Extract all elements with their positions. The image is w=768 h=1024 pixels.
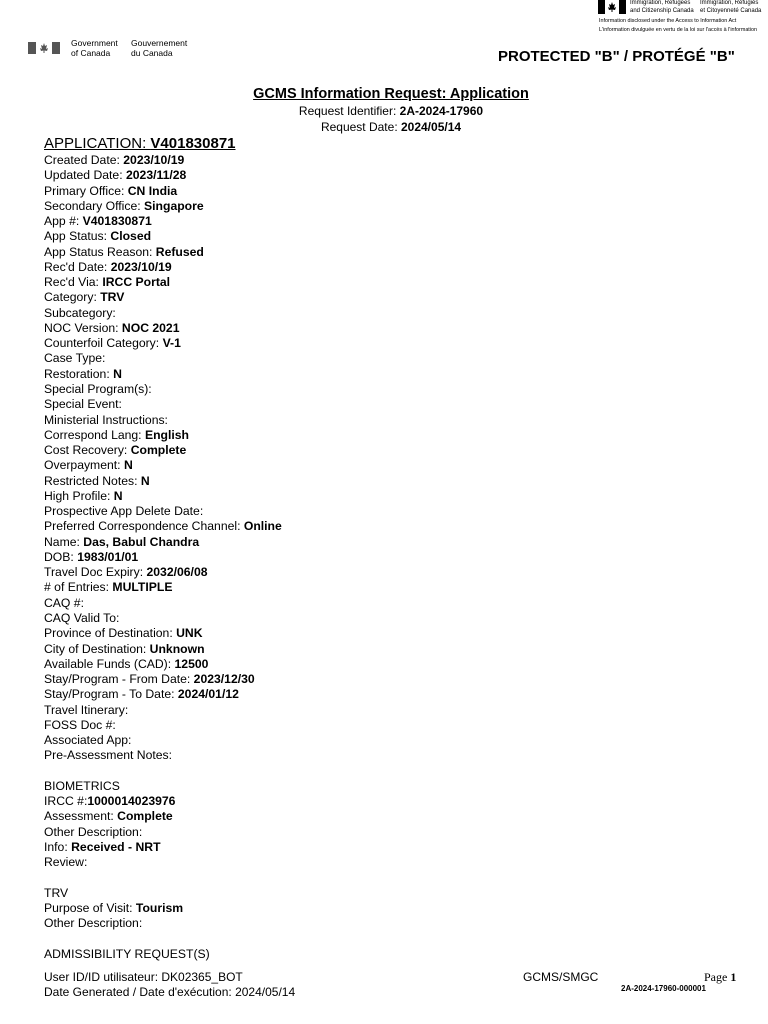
application-field-row xyxy=(44,306,282,321)
field-label: Created Date: xyxy=(44,153,124,167)
field-value: Complete xyxy=(130,443,187,458)
application-fields xyxy=(44,153,282,962)
application-field-row xyxy=(44,321,282,336)
field-value: Singapore xyxy=(144,198,204,213)
field-value: MULTIPLE xyxy=(112,580,173,595)
application-field-row xyxy=(44,626,282,641)
application-field-row xyxy=(44,596,282,611)
field-value: 2032/06/08 xyxy=(146,565,208,580)
field-label: Secondary Office: xyxy=(44,198,145,213)
ircc-name-fr: Immigration, Réfugiés et Citoyenneté Canada xyxy=(700,0,762,14)
field-label: Updated Date: xyxy=(44,168,126,183)
field-label: High Profile: xyxy=(44,488,114,503)
field-value: Tourism xyxy=(135,901,184,916)
application-field-row xyxy=(44,275,282,290)
document-title: GCMS Information Request: Application xyxy=(253,86,529,102)
application-field-row xyxy=(44,519,282,534)
application-heading: APPLICATION: V401830871 xyxy=(44,135,236,152)
field-label: Other Description: xyxy=(44,916,143,931)
goc-wordmark-fr: Gouvernement du Canada xyxy=(131,38,188,58)
biometrics-field-row xyxy=(44,794,282,809)
field-label: Counterfoil Category: xyxy=(44,336,163,351)
application-field-row xyxy=(44,367,282,382)
field-value: NOC 2021 xyxy=(121,320,180,335)
security-classification: PROTECTED "B" / PROTÉGÉ "B" xyxy=(498,48,735,65)
field-label: App Status: xyxy=(44,229,111,244)
field-value: CN India xyxy=(127,183,178,198)
field-value: N xyxy=(113,488,123,503)
footer-user-id: User ID/ID utilisateur: DK02365_BOT xyxy=(44,970,243,984)
section-spacer xyxy=(44,932,282,947)
field-value: UNK xyxy=(176,626,203,641)
application-field-row xyxy=(44,611,282,626)
application-field-row xyxy=(44,229,282,244)
trv-field-row xyxy=(44,901,282,916)
application-field-row xyxy=(44,504,282,519)
footer-date-generated: Date Generated / Date d'exécution: 2024/05/14 xyxy=(44,985,296,999)
application-field-row xyxy=(44,382,282,397)
field-value: 2024/01/12 xyxy=(177,687,239,702)
field-label: DOB: xyxy=(44,549,78,564)
field-value: N xyxy=(140,473,150,488)
field-label: Preferred Correspondence Channel: xyxy=(44,519,244,534)
footer-document-id: 2A-2024-17960-000001 xyxy=(621,984,706,993)
field-label: # of Entries: xyxy=(44,580,113,595)
field-label: CAQ #: xyxy=(44,595,84,610)
trv-heading: TRV xyxy=(44,885,69,900)
field-value: 2023/11/28 xyxy=(125,168,187,183)
field-label: App Status Reason: xyxy=(44,244,156,259)
application-field-row xyxy=(44,672,282,687)
field-label: Rec'd Via: xyxy=(44,275,103,290)
field-label: Other Description: xyxy=(44,824,143,839)
biometrics-heading: BIOMETRICS xyxy=(44,778,120,793)
canada-flag-icon xyxy=(598,0,626,14)
application-field-row xyxy=(44,199,282,214)
field-label: Cost Recovery: xyxy=(44,443,131,458)
field-label: Purpose of Visit: xyxy=(44,901,136,916)
field-label: Info: xyxy=(44,839,72,854)
field-label: IRCC #: xyxy=(44,794,88,809)
field-label: Correspond Lang: xyxy=(44,427,145,442)
field-value: Complete xyxy=(117,809,173,824)
field-label: Subcategory: xyxy=(44,305,116,320)
application-field-row xyxy=(44,443,282,458)
application-field-row xyxy=(44,413,282,428)
field-value: Refused xyxy=(155,244,204,259)
field-value: IRCC Portal xyxy=(102,275,171,290)
application-field-row xyxy=(44,565,282,580)
field-value: N xyxy=(123,458,133,473)
application-field-row xyxy=(44,245,282,260)
field-label: Special Program(s): xyxy=(44,381,152,396)
field-value: 1000014023976 xyxy=(87,794,176,809)
field-label: Stay/Program - To Date: xyxy=(44,687,178,702)
trv-field-row xyxy=(44,916,282,931)
application-field-row xyxy=(44,687,282,702)
field-value: TRV xyxy=(100,290,125,305)
admissibility-heading: ADMISSIBILITY REQUEST(S) xyxy=(44,946,210,961)
field-value: 2023/12/30 xyxy=(193,672,255,687)
application-field-row xyxy=(44,657,282,672)
biometrics-field-row xyxy=(44,855,282,870)
field-label: NOC Version: xyxy=(44,320,122,335)
field-label: Special Event: xyxy=(44,397,122,412)
goc-wordmark-en: Government of Canada xyxy=(71,38,118,58)
field-label: Stay/Program - From Date: xyxy=(44,672,194,687)
field-value: Closed xyxy=(110,229,152,244)
field-label: Pre-Assessment Notes: xyxy=(44,748,173,763)
field-label: Associated App: xyxy=(44,733,132,748)
field-label: CAQ Valid To: xyxy=(44,610,120,625)
field-label: Case Type: xyxy=(44,351,106,366)
field-label: Category: xyxy=(44,290,101,305)
application-field-row xyxy=(44,642,282,657)
application-field-row xyxy=(44,474,282,489)
biometrics-field-row xyxy=(44,825,282,840)
footer-system: GCMS/SMGC xyxy=(523,970,599,984)
ata-disclosure-notice: Information disclosed under the Access to Information Act L'information divulguée en vertu de la loi sur l'accès à l'information xyxy=(599,18,758,33)
field-value: 12500 xyxy=(174,656,209,671)
field-label: Assessment: xyxy=(44,809,118,824)
page-number: Page 1 xyxy=(704,970,737,984)
application-field-row xyxy=(44,428,282,443)
application-field-row xyxy=(44,351,282,366)
field-label: Name: xyxy=(44,534,84,549)
application-field-row xyxy=(44,535,282,550)
field-label: FOSS Doc #: xyxy=(44,717,116,732)
field-value: V401830871 xyxy=(82,214,152,229)
application-field-row xyxy=(44,703,282,718)
field-value: 1983/01/01 xyxy=(77,549,139,564)
field-label: Ministerial Instructions: xyxy=(44,412,168,427)
field-label: Province of Destination: xyxy=(44,626,177,641)
section-spacer xyxy=(44,870,282,885)
field-value: English xyxy=(144,427,189,442)
field-value: 2023/10/19 xyxy=(110,259,172,274)
field-label: App #: xyxy=(44,214,83,229)
field-label: Rec'd Date: xyxy=(44,259,111,274)
application-field-row xyxy=(44,580,282,595)
request-identifier: Request Identifier: 2A-2024-17960 xyxy=(298,104,484,118)
field-label: Review: xyxy=(44,855,88,870)
ircc-name-en: Immigration, Refugees and Citizenship Canada xyxy=(630,0,694,14)
request-date: Request Date: 2024/05/14 xyxy=(320,120,462,134)
field-label: City of Destination: xyxy=(44,641,150,656)
field-label: Available Funds (CAD): xyxy=(44,656,175,671)
application-field-row xyxy=(44,214,282,229)
application-field-row xyxy=(44,748,282,763)
section-spacer xyxy=(44,764,282,779)
field-value: Das, Babul Chandra xyxy=(83,534,200,549)
field-value: V-1 xyxy=(162,336,181,351)
field-value: Online xyxy=(243,519,282,534)
field-label: Prospective App Delete Date: xyxy=(44,504,204,519)
field-label: Primary Office: xyxy=(44,183,128,198)
application-field-row xyxy=(44,550,282,565)
field-label: Travel Itinerary: xyxy=(44,702,129,717)
application-field-row xyxy=(44,168,282,183)
field-label: Overpayment: xyxy=(44,458,124,473)
biometrics-field-row xyxy=(44,809,282,824)
application-field-row xyxy=(44,290,282,305)
application-field-row xyxy=(44,397,282,412)
application-field-row xyxy=(44,718,282,733)
application-field-row xyxy=(44,153,282,168)
field-value: 2023/10/19 xyxy=(123,153,185,167)
application-field-row xyxy=(44,260,282,275)
field-label: Restricted Notes: xyxy=(44,473,141,488)
application-field-row xyxy=(44,336,282,351)
field-value: Received - NRT xyxy=(71,839,161,854)
field-value: N xyxy=(113,366,122,381)
field-label: Travel Doc Expiry: xyxy=(44,565,147,580)
application-field-row xyxy=(44,733,282,748)
field-value: Unknown xyxy=(149,641,205,656)
application-field-row xyxy=(44,489,282,504)
goc-flag-icon xyxy=(28,40,60,56)
application-field-row xyxy=(44,458,282,473)
biometrics-field-row xyxy=(44,840,282,855)
field-label: Restoration: xyxy=(44,366,114,381)
application-field-row xyxy=(44,184,282,199)
